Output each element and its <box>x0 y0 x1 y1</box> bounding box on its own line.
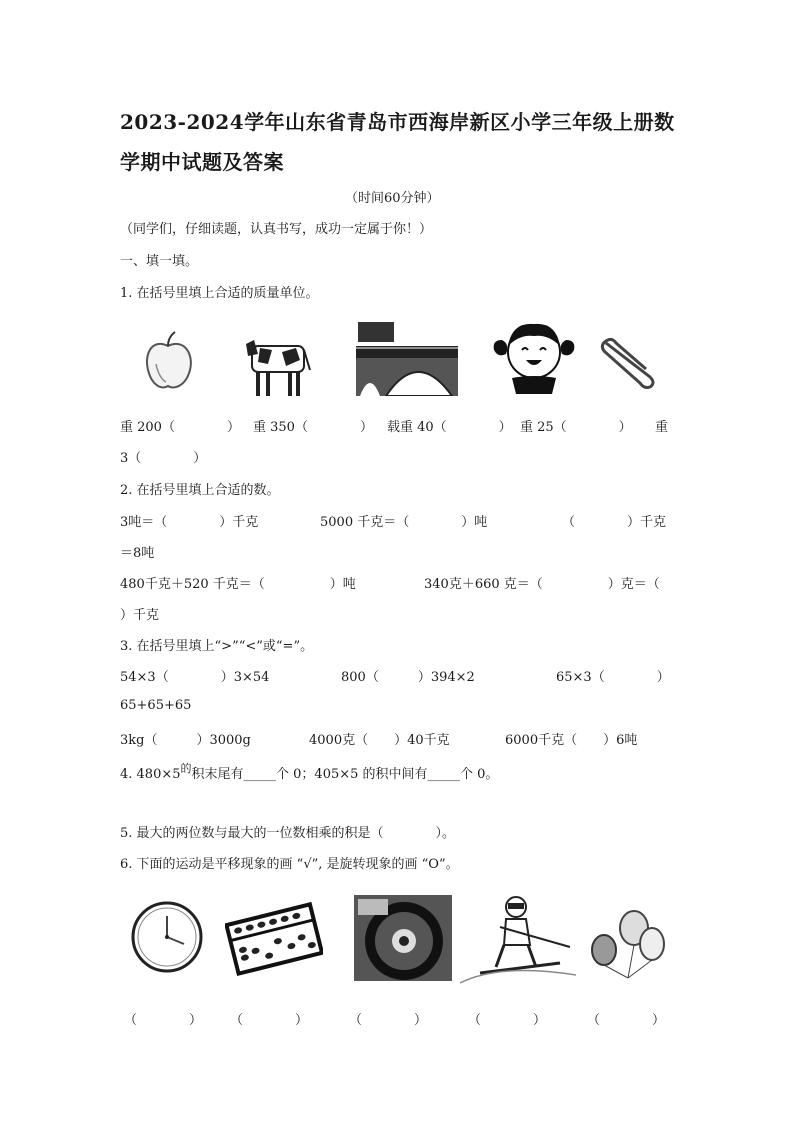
page-title-line2: 学期中试题及答案 <box>120 150 284 174</box>
q3-compare-6[interactable]: 6000千克（ ）6吨 <box>505 733 638 748</box>
section-heading: 一、填一填。 <box>120 254 199 269</box>
q1-blank-2[interactable]: 重 350（ ） <box>253 420 373 435</box>
q2-blank-3-tail: ＝8吨 <box>120 546 155 561</box>
abacus-image <box>225 898 323 978</box>
q1-blank-1[interactable]: 重 200（ ） <box>120 420 240 435</box>
q5-text[interactable]: 5. 最大的两位数与最大的一位数相乘的积是（ ）。 <box>120 826 456 841</box>
q3-compare-3[interactable]: 65×3（ ） <box>556 670 670 685</box>
q1-prompt: 1. 在括号里填上合适的质量单位。 <box>120 286 319 301</box>
q4-text[interactable] <box>120 763 498 782</box>
q6-answer-3[interactable]: （ ） <box>349 1013 428 1028</box>
q3-compare-1[interactable]: 54×3（ ）3×54 <box>120 670 270 685</box>
q3-compare-5[interactable]: 4000克（ ）40千克 <box>309 733 450 748</box>
q6-answer-5[interactable]: （ ） <box>587 1013 666 1028</box>
q4-part-a: 4. 480×5 <box>120 767 181 782</box>
skier-image <box>460 893 576 985</box>
q6-answer-1[interactable]: （ ） <box>124 1013 203 1028</box>
q4-superscript: 的 <box>180 762 192 775</box>
q2-blank-5[interactable]: 340克＋660 克＝（ ）克＝（ <box>424 577 660 592</box>
steering-wheel-image <box>354 895 452 981</box>
q3-compare-2[interactable]: 800（ ）394×2 <box>341 670 475 685</box>
clock-image <box>130 900 204 974</box>
balloons-image <box>588 910 668 980</box>
q3-prompt: 3. 在括号里填上“>”“<”或“=”。 <box>120 639 314 654</box>
q2-blank-5-tail: ）千克 <box>120 608 160 623</box>
apple-image <box>140 330 196 394</box>
q1-blank-5[interactable]: 3（ ） <box>120 451 207 466</box>
q2-blank-1[interactable]: 3吨＝（ ）千克 <box>120 515 259 530</box>
q2-prompt: 2. 在括号里填上合适的数。 <box>120 483 280 498</box>
q1-blank-4[interactable]: 重 25（ ） <box>520 420 632 435</box>
encourage-note: （同学们，仔细读题，认真书写，成功一定属于你！） <box>120 222 433 237</box>
cow-image <box>238 330 314 402</box>
q6-answer-2[interactable]: （ ） <box>230 1013 309 1028</box>
girl-image <box>490 316 578 394</box>
paperclip-image <box>596 333 660 389</box>
bridge-image <box>356 318 458 396</box>
q2-blank-4[interactable]: 480千克＋520 千克＝（ ）吨 <box>120 577 356 592</box>
q6-answer-4[interactable]: （ ） <box>468 1013 547 1028</box>
page-title-line1: 2023-2024学年山东省青岛市西海岸新区小学三年级上册数 <box>120 110 675 134</box>
q3-compare-4[interactable]: 3kg（ ）3000g <box>120 733 251 748</box>
q2-blank-3[interactable]: （ ）千克 <box>562 515 667 530</box>
q1-blank-5-label: 重 <box>655 420 669 435</box>
q4-part-b: 积末尾有_____个 0；405×5 的积中间有_____个 0。 <box>191 767 499 782</box>
q3-compare-3-tail: 65+65+65 <box>120 698 192 713</box>
q1-blank-3[interactable]: 载重 40（ ） <box>387 420 512 435</box>
time-note: （时间60分钟） <box>345 191 440 206</box>
q2-blank-2[interactable]: 5000 千克＝（ ）吨 <box>320 515 488 530</box>
q6-prompt: 6. 下面的运动是平移现象的画 “√”, 是旋转现象的画 “O”。 <box>120 857 459 872</box>
